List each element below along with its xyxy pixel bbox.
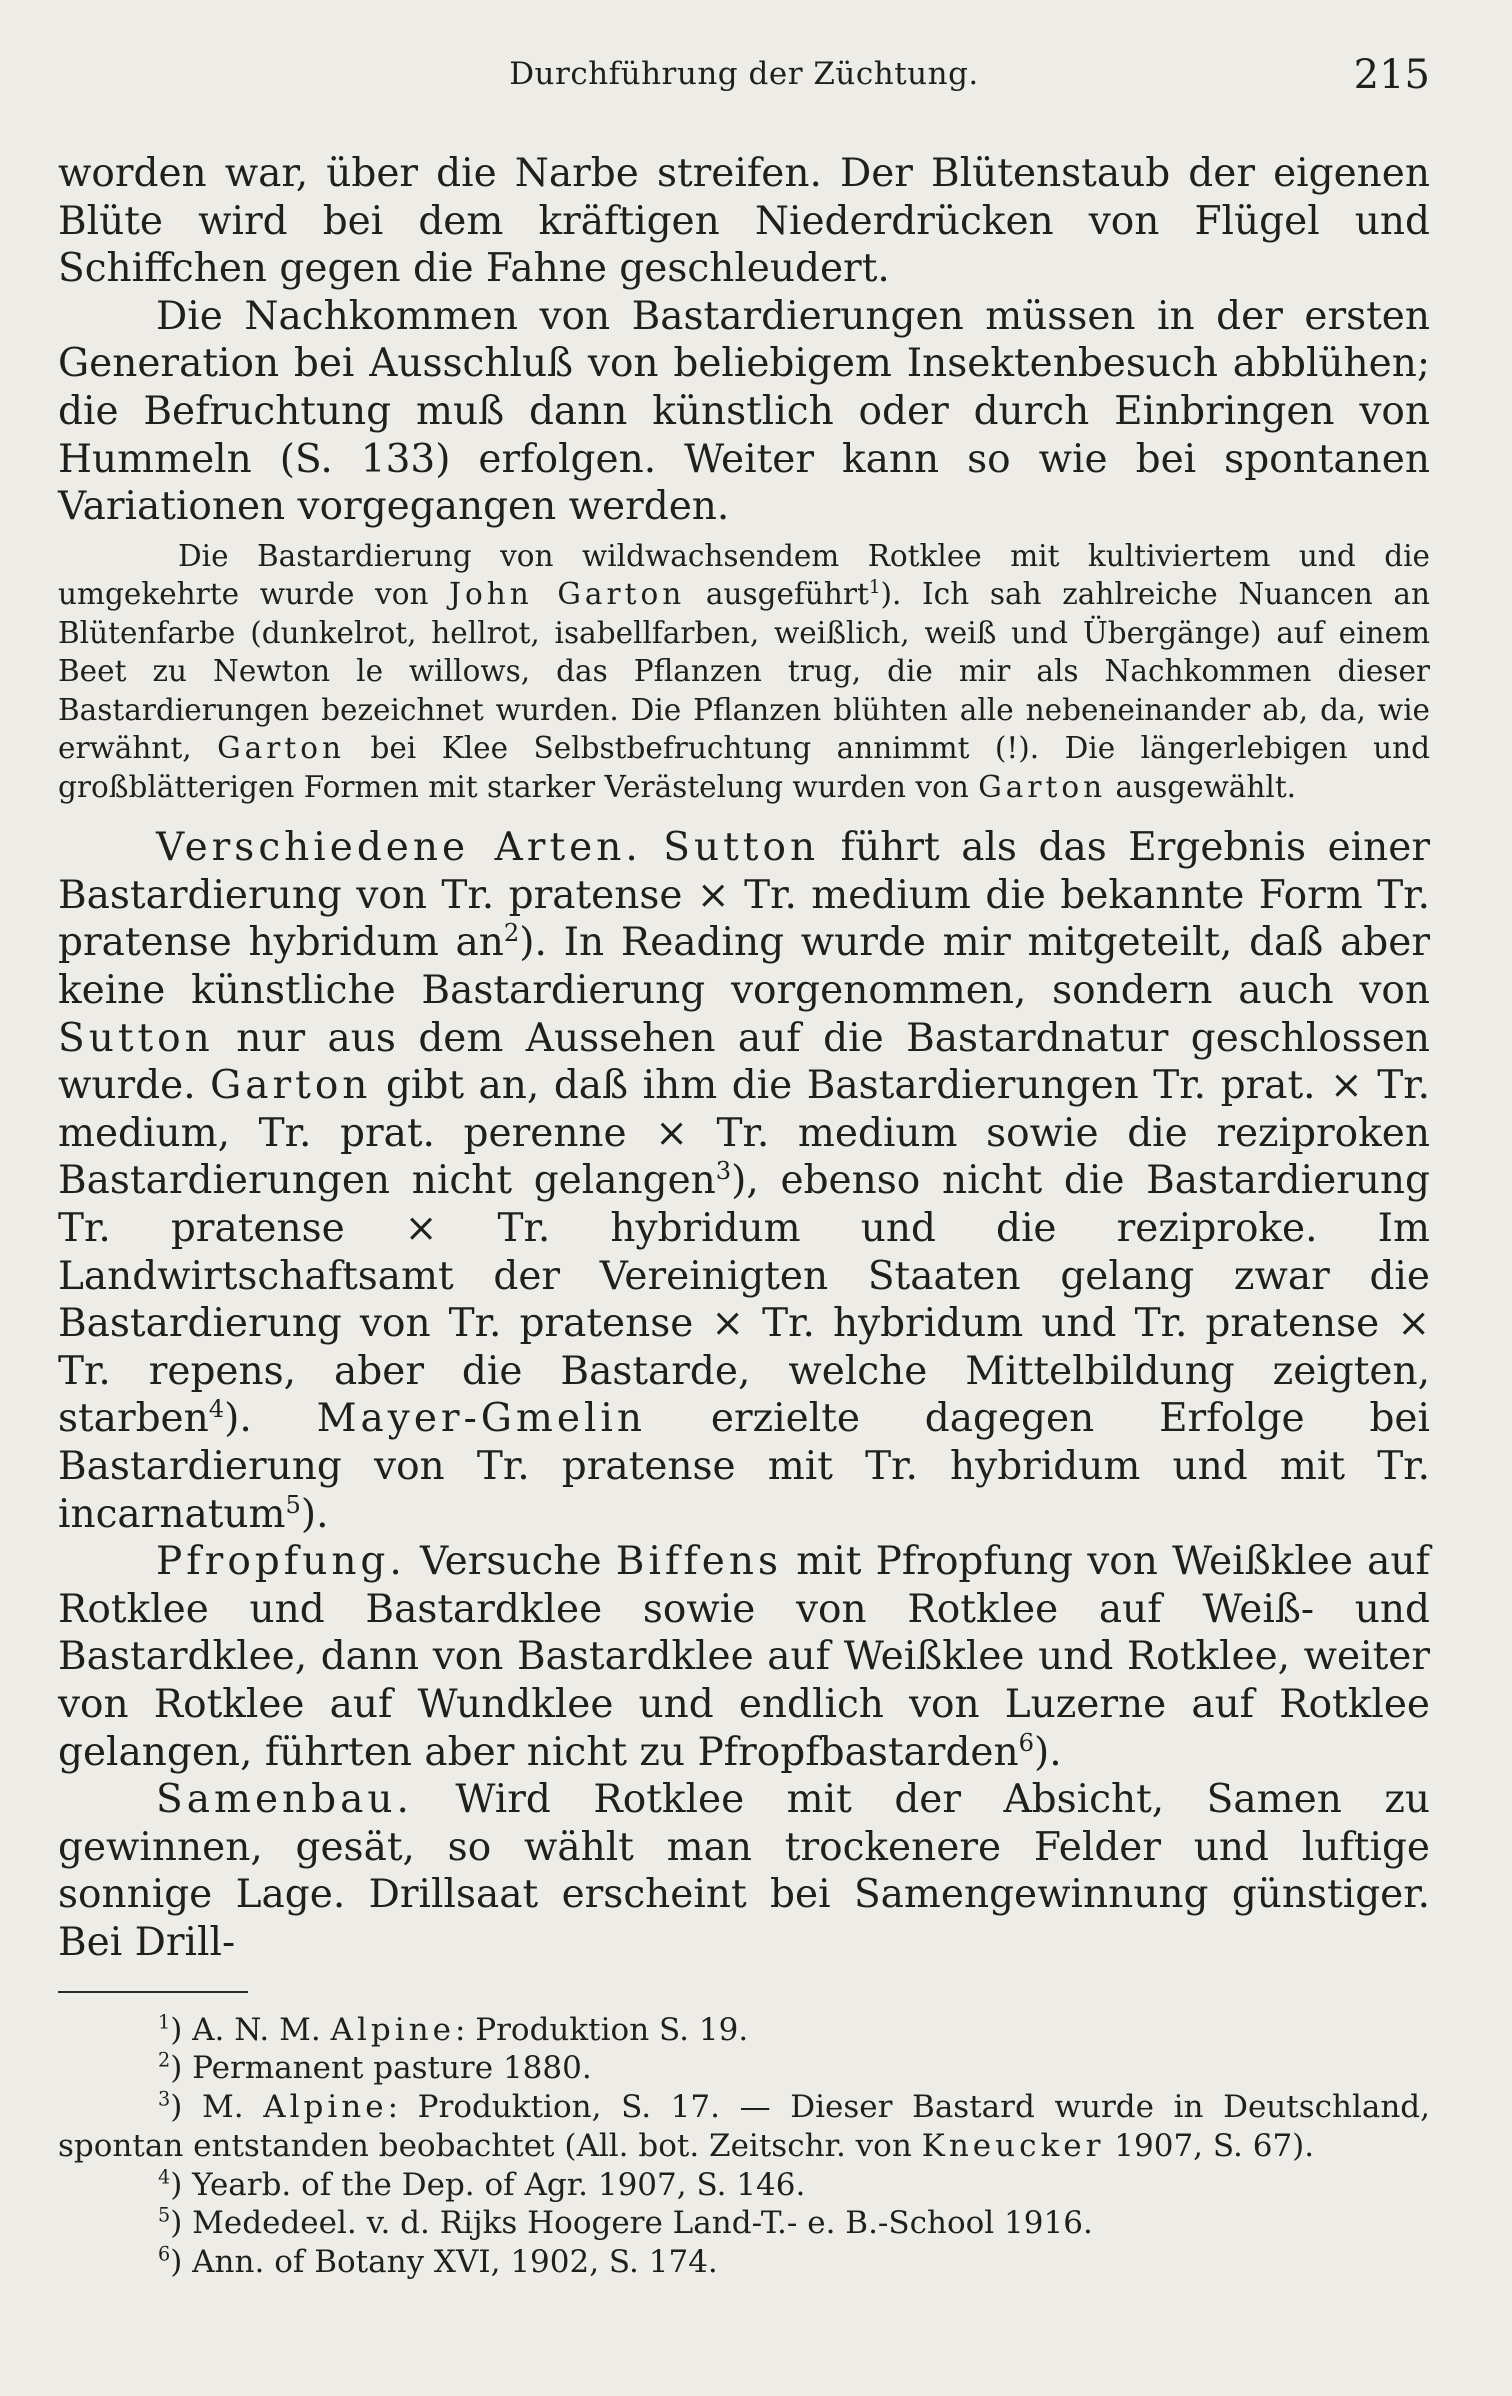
- footnote: $^5$) Mededeel. v. d. Rijks Hoogere Land-T.- e. B.-School 1916.: [158, 2204, 1093, 2242]
- paragraph-2: Die Nachkommen von Bastardierungen müssen in der ersten Generation bei Ausschluß von beliebigem Insektenbesuch abblühen; die Befruchtung muß dann künstlich oder durch Einbringen von Hummeln (S. 133) erfolgen. Weiter kann so wie bei spontanen Variationen vorgegangen werden.: [58, 293, 1430, 530]
- footnote-text: 1907, S. 67).: [1114, 2127, 1315, 2164]
- page-number: 215: [1353, 52, 1430, 98]
- footnote-text: Ann. of Botany XVI, 1902, S. 174.: [192, 2244, 718, 2281]
- footnote-divider: [58, 1991, 248, 1993]
- text-run: ).: [224, 1396, 252, 1442]
- footnote-mark: 2: [158, 2048, 171, 2072]
- footnotes: [58, 2011, 1430, 2283]
- text-run: nur aus dem Aussehen auf die Bastardnatur geschlossen wurde.: [58, 1015, 1430, 1109]
- person-name: Mayer-Gmelin: [316, 1396, 647, 1442]
- text-run: mit Pfropfung von Weißklee auf Rotklee und Bastardklee sowie von Rotklee auf Weiß- und Bastardklee, dann von Bastardklee auf Weißklee und Rotklee, weiter von Rotklee auf Wundklee und endlich von Luzerne auf Rotklee gelangen, führten aber nicht zu Pfropfbastarden: [58, 1539, 1430, 1775]
- person-name: Sutton: [663, 825, 820, 871]
- footnote-mark: 5: [158, 2204, 171, 2228]
- footnote-ref: 3: [715, 1157, 732, 1186]
- person-name: Garton: [217, 731, 345, 766]
- footnote-text: Yearb. of the Dep. of Agr. 1907, S. 146.: [192, 2166, 806, 2203]
- person-name: Alpine: [263, 2089, 388, 2126]
- text-run: gibt an, daß ihm die Bastardierungen Tr. prat. × Tr. medium, Tr. prat. perenne × Tr. medium sowie die reziproken Bastardierungen nicht gelangen: [58, 1063, 1430, 1204]
- text-run: ). In Reading wurde mir mitgeteilt, daß aber keine künstliche Bastardierung vorgenommen, sondern auch von: [58, 920, 1430, 1014]
- text-run: ausgewählt.: [1115, 769, 1297, 804]
- footnote: $^1$) A. N. M. Alpine: Produktion S. 19.: [158, 2010, 749, 2048]
- section-heading: Verschiedene Arten.: [156, 825, 642, 871]
- footnote: $^3$) M. Alpine: Produktion, S. 17. — Dieser Bastard wurde in Deutschland, spontan entstanden beobachtet (All. bot. Zeitschr. von Kneucker 1907, S. 67).: [58, 2087, 1431, 2164]
- footnote-text: : Produktion S. 19.: [454, 2011, 749, 2048]
- paragraph-pfropfung: [58, 1538, 1430, 1776]
- person-name: Garton: [978, 769, 1107, 804]
- text-run: führt als das Ergebnis einer Bastardierung von Tr. pratense × Tr. medium die bekannte Form Tr. pratense hybridum an: [58, 825, 1430, 966]
- page-body: [58, 150, 1430, 2282]
- text-run: erzielte dagegen Erfolge bei Bastardierung von Tr. pratense mit Tr. hybridum und mit Tr. incarnatum: [58, 1396, 1430, 1537]
- text-run: ).: [1034, 1729, 1062, 1775]
- footnote-ref: 1: [868, 577, 881, 599]
- person-name: Biffens: [615, 1539, 782, 1585]
- footnote-text: Mededeel. v. d. Rijks Hoogere Land-T.- e. B.-School 1916.: [192, 2205, 1093, 2242]
- section-heading: Samenbau.: [156, 1777, 413, 1823]
- footnote-ref: 4: [208, 1395, 225, 1424]
- text-run: Versuche: [420, 1539, 602, 1585]
- footnote-text: M.: [201, 2089, 244, 2126]
- text-run: Die Bastardierung von wildwachsendem Rotklee mit kultiviertem und die umgekehrte wurde von: [58, 538, 1430, 612]
- footnote-mark: 3: [158, 2087, 171, 2111]
- footnote-mark: 6: [158, 2242, 171, 2266]
- text-run: ).: [300, 1491, 329, 1537]
- page-header: [58, 52, 1430, 102]
- paragraph-small-print: [58, 537, 1430, 807]
- footnote-ref: 5: [285, 1490, 301, 1519]
- person-name: Alpine: [330, 2011, 455, 2048]
- section-heading: Pfropfung.: [156, 1539, 406, 1585]
- text-run: ). Ich sah zahlreiche Nuancen an Blütenfarbe (dunkelrot, hellrot, isabellfarben, weißlich, weiß und Übergänge) auf einem Beet zu Newton le willows, das Pflanzen trug, die mir als Nachkommen dieser Bastardierungen bezeichnet wurden. Die Pflanzen blühten alle nebeneinander ab, da, wie erwähnt,: [58, 577, 1430, 766]
- running-title: Durchführung der Züchtung.: [509, 56, 979, 92]
- footnote-text: Permanent pasture 1880.: [192, 2050, 592, 2087]
- footnote: $^4$) Yearb. of the Dep. of Agr. 1907, S. 146.: [158, 2165, 806, 2203]
- footnote-ref: 2: [503, 919, 520, 948]
- paragraph-verschiedene-arten: [58, 824, 1430, 1538]
- footnote-mark: 4: [158, 2165, 171, 2189]
- person-name: John Garton: [449, 577, 686, 612]
- person-name: Kneucker: [921, 2127, 1105, 2164]
- person-name: Garton: [210, 1063, 372, 1109]
- person-name: Sutton: [58, 1015, 214, 1061]
- footnote-text: A. N. M.: [192, 2011, 321, 2048]
- paragraph-samenbau: [58, 1776, 1430, 1966]
- text-run: ), ebenso nicht die Bastardierung Tr. pratense × Tr. hybridum und die reziproke. Im Landwirtschaftsamt der Vereinigten Staaten gelang zwar die Bastardierung von Tr. pratense × Tr. hybridum und Tr. pratense × Tr. repens, aber die Bastarde, welche Mittelbildung zeigten, starben: [58, 1158, 1430, 1442]
- footnote: $^2$) Permanent pasture 1880.: [158, 2048, 592, 2087]
- footnote-text: : Produktion, S. 17. — Dieser Bastard wurde in Deutschland, spontan entstanden beobachtet (All. bot. Zeitschr. von: [58, 2089, 1431, 2164]
- text-run: Wird Rotklee mit der Absicht, Samen zu gewinnen, gesät, so wählt man trockenere Felder und luftige sonnige Lage. Drillsaat erscheint bei Samengewinnung günstiger. Bei Drill-: [58, 1777, 1430, 1965]
- footnote: $^6$) Ann. of Botany XVI, 1902, S. 174.: [158, 2242, 718, 2281]
- paragraph-1: worden war, über die Narbe streifen. Der Blütenstaub der eigenen Blüte wird bei dem kräftigen Niederdrücken von Flügel und Schiffchen gegen die Fahne geschleudert.: [58, 151, 1430, 292]
- footnote-ref: 6: [1018, 1728, 1034, 1757]
- text-run: bei Klee Selbstbefruchtung annimmt (!). Die längerlebigen und großblätterigen Formen mit starker Verästelung wurden von: [58, 731, 1430, 804]
- text-run: ausgeführt: [705, 577, 869, 612]
- footnote-mark: 1: [158, 2010, 171, 2034]
